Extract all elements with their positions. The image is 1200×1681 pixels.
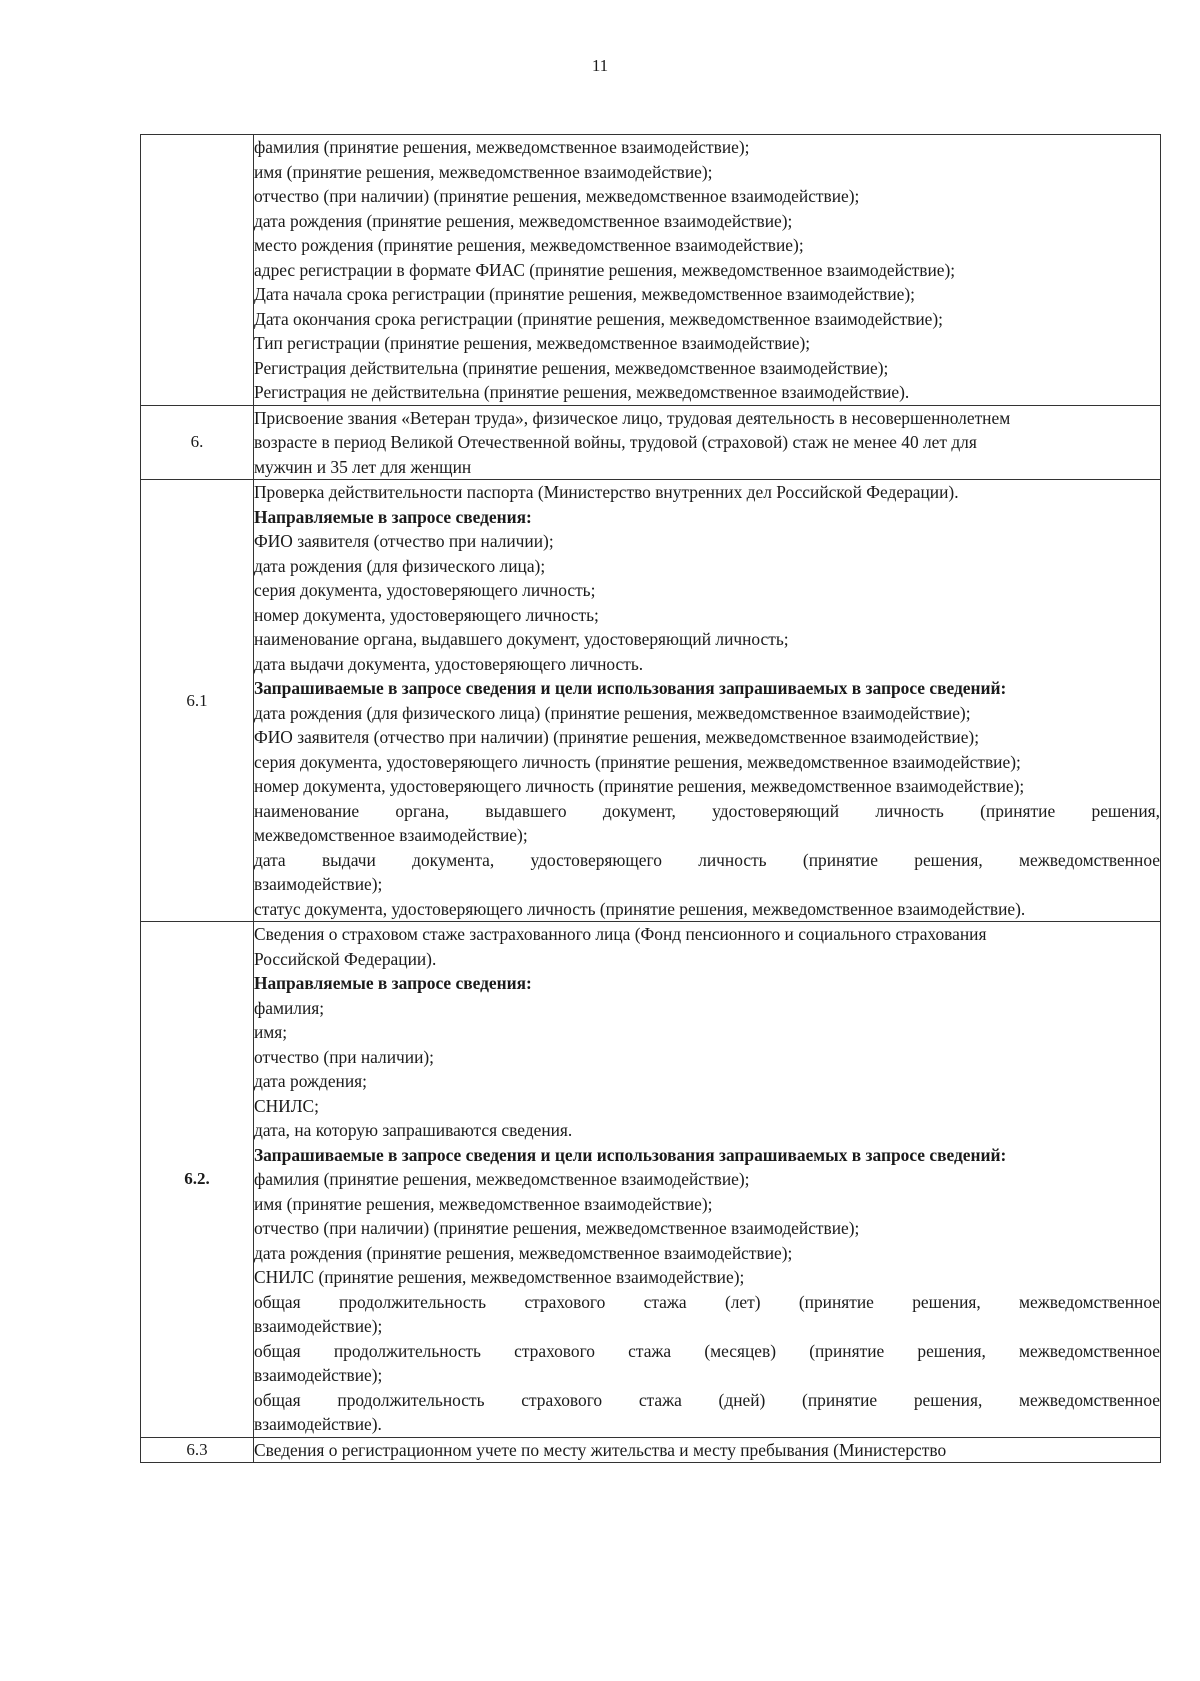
content-line: СНИЛС (принятие решения, межведомственное взаимодействие); — [254, 1267, 745, 1287]
content-line: Регистрация действительна (принятие решения, межведомственное взаимодействие); — [254, 357, 889, 378]
content-line: Регистрация не действительна (принятие решения, межведомственное взаимодействие). — [254, 382, 910, 402]
content-line: номер документа, удостоверяющего личность (принятие решения, межведомственное взаимодействие); — [254, 776, 1025, 796]
table-row — [141, 405, 1161, 480]
content-line: фамилия; — [254, 997, 325, 1018]
section-heading: Запрашиваемые в запросе сведения и цели использования запрашиваемых в запросе сведений: — [254, 678, 1007, 698]
page-number: 11 — [591, 56, 609, 75]
content-line: мужчин и 35 лет для женщин — [254, 456, 472, 477]
content-line: наименование органа, выдавшего документ, удостоверяющий личность (принятие решения, — [254, 800, 1160, 821]
row-content — [254, 480, 1161, 922]
row-number: 6.2. — [141, 922, 254, 1438]
row-content — [254, 135, 1161, 406]
row-content — [254, 405, 1161, 480]
content-line: взаимодействие); — [254, 874, 383, 894]
content-line: наименование органа, выдавшего документ, удостоверяющий личность; — [254, 629, 789, 649]
content-line: фамилия (принятие решения, межведомственное взаимодействие); — [254, 137, 750, 157]
content-line: Тип регистрации (принятие решения, межведомственное взаимодействие); — [254, 333, 811, 353]
content-line: фамилия (принятие решения, межведомственное взаимодействие); — [254, 1169, 750, 1189]
content-line: взаимодействие); — [254, 1316, 383, 1336]
content-line: Дата окончания срока регистрации (принятие решения, межведомственное взаимодействие); — [254, 308, 943, 329]
content-line: отчество (при наличии); — [254, 1046, 435, 1067]
row-number: 6.3 — [141, 1437, 254, 1463]
content-line: ФИО заявителя (отчество при наличии); — [254, 531, 554, 551]
row-number — [141, 135, 254, 406]
table-row — [141, 922, 1161, 1438]
content-line: имя; — [254, 1022, 288, 1042]
content-line: общая продолжительность страхового стажа (дней) (принятие решения, межведомственное — [254, 1389, 1160, 1410]
content-line: отчество (при наличии) (принятие решения, межведомственное взаимодействие); — [254, 1218, 860, 1238]
content-line: Присвоение звания «Ветеран труда», физическое лицо, трудовая деятельность в несовершеннолетнем — [254, 407, 1011, 428]
content-line: статус документа, удостоверяющего личность (принятие решения, межведомственное взаимодействие). — [254, 898, 1026, 919]
content-line: дата рождения; — [254, 1071, 367, 1091]
content-line: Российской Федерации). — [254, 948, 437, 969]
content-line: Сведения о страховом стаже застрахованного лица (Фонд пенсионного и социального страхования — [254, 924, 987, 944]
content-line: адрес регистрации в формате ФИАС (принятие решения, межведомственное взаимодействие); — [254, 259, 956, 280]
row-content — [254, 1437, 1161, 1463]
content-line: Проверка действительности паспорта (Министерство внутренних дел Российской Федерации). — [254, 482, 959, 502]
content-line: дата рождения (принятие решения, межведомственное взаимодействие); — [254, 1242, 793, 1263]
content-line: СНИЛС; — [254, 1095, 319, 1116]
content-line: дата выдачи документа, удостоверяющего личность (принятие решения, межведомственное — [254, 849, 1160, 870]
content-line: Дата начала срока регистрации (принятие решения, межведомственное взаимодействие); — [254, 284, 915, 304]
content-line: дата рождения (для физического лица); — [254, 555, 546, 576]
content-line: общая продолжительность страхового стажа (месяцев) (принятие решения, межведомственное — [254, 1340, 1160, 1361]
section-heading: Запрашиваемые в запросе сведения и цели использования запрашиваемых в запросе сведений: — [254, 1144, 1007, 1165]
content-line: серия документа, удостоверяющего личность; — [254, 580, 596, 600]
table-row — [141, 480, 1161, 922]
content-line: отчество (при наличии) (принятие решения, межведомственное взаимодействие); — [254, 186, 860, 206]
content-line: дата рождения (для физического лица) (принятие решения, межведомственное взаимодействие); — [254, 702, 971, 723]
row-content — [254, 922, 1161, 1438]
content-line: имя (принятие решения, межведомственное взаимодействие); — [254, 161, 713, 182]
row-number: 6.1 — [141, 480, 254, 922]
content-line: дата рождения (принятие решения, межведомственное взаимодействие); — [254, 210, 793, 231]
content-line: место рождения (принятие решения, межведомственное взаимодействие); — [254, 235, 804, 255]
table-row — [141, 1437, 1161, 1463]
content-line: возрасте в период Великой Отечественной войны, трудовой (страховой) стаж не менее 40 лет для — [254, 432, 977, 452]
content-line: дата, на которую запрашиваются сведения. — [254, 1120, 573, 1140]
section-heading: Направляемые в запросе сведения: — [254, 973, 532, 993]
services-table — [140, 134, 1161, 1463]
content-line: межведомственное взаимодействие); — [254, 825, 528, 845]
section-heading: Направляемые в запросе сведения: — [254, 506, 532, 527]
table-row — [141, 135, 1161, 406]
content-line: взаимодействие). — [254, 1414, 382, 1434]
row-number: 6. — [141, 405, 254, 480]
table-body — [141, 135, 1161, 1463]
content-line: ФИО заявителя (отчество при наличии) (принятие решения, межведомственное взаимодействие); — [254, 727, 980, 747]
content-line: общая продолжительность страхового стажа (лет) (принятие решения, межведомственное — [254, 1291, 1160, 1312]
content-line: номер документа, удостоверяющего личность; — [254, 604, 599, 625]
content-line: имя (принятие решения, межведомственное взаимодействие); — [254, 1193, 713, 1214]
content-line: Сведения о регистрационном учете по месту жительства и месту пребывания (Министерство — [254, 1439, 947, 1460]
content-line: серия документа, удостоверяющего личность (принятие решения, межведомственное взаимодействие); — [254, 751, 1021, 772]
content-line: дата выдачи документа, удостоверяющего личность. — [254, 653, 644, 674]
content-line: взаимодействие); — [254, 1365, 383, 1385]
